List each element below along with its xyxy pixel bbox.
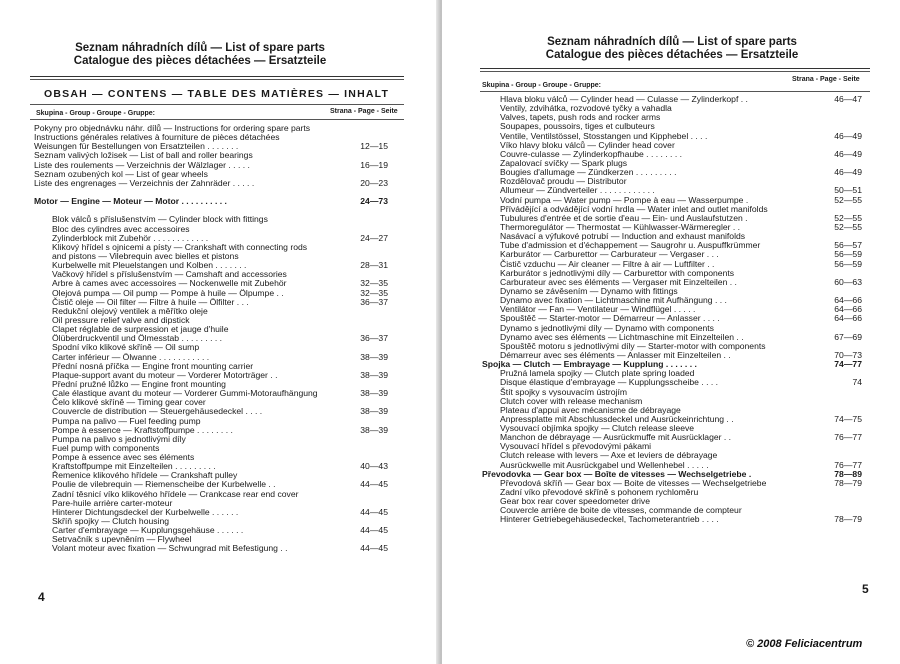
- toc-entry-text: Pumpa na palivo — Fuel feeding pump: [52, 415, 201, 426]
- toc-entry-text: Allumeur — Zündverteiler . . . . . . . . . . . .: [500, 185, 655, 196]
- toc-entry-text: Zylinderblock mit Zubehör . . . . . . . . . . . .: [52, 232, 209, 243]
- toc-entry-text: Ausrückwelle mit Ausrückgabel und Wellenhebel . . . . .: [500, 459, 709, 470]
- left-header-line-1: Seznam náhradních dílů — List of spare parts: [75, 42, 325, 54]
- left-contents-list: [34, 124, 388, 554]
- toc-entry-text: Valves, tapets, push rods and rocker arms: [500, 112, 661, 123]
- toc-entry-text: Spojka — Clutch — Embrayage — Kupplung . . . . . . .: [482, 359, 697, 370]
- toc-page-range: 32—35: [360, 278, 388, 289]
- toc-page-range: 46—49: [834, 167, 862, 178]
- toc-page-range: 24—73: [360, 196, 388, 207]
- contents-rule: [30, 104, 404, 105]
- toc-page-range: 44—45: [360, 543, 388, 554]
- toc-entry-text: Couvre-culasse — Zylinderkopfhaube . . . . . . . .: [500, 148, 682, 159]
- copyright-watermark: © 2008 Feliciacentrum: [746, 638, 863, 650]
- toc-entry-text: Nasávací a výfukové potrubí — Induction and exhaust manifolds: [500, 231, 746, 242]
- left-col-rule: [30, 119, 404, 120]
- group-heading-row: [34, 197, 388, 206]
- toc-entry-text: Bougies d'allumage — Zündkerzen . . . . . . . . .: [500, 167, 677, 178]
- toc-entry-text: Tube d'admission et d'échappement — Saugrohr u. Auspuffkrümmer: [500, 240, 761, 251]
- left-header: [60, 42, 340, 68]
- toc-page-range: 70—73: [834, 349, 862, 360]
- toc-page-range: 64—66: [834, 295, 862, 306]
- toc-entry-text: Vysouvací hřídel s převodovými pákami: [500, 441, 652, 452]
- toc-page-range: 40—43: [360, 461, 388, 472]
- toc-entry-text: Gear box rear cover speedometer drive: [500, 496, 650, 507]
- toc-entry-text: Manchon de débrayage — Ausrückmuffe mit Ausrücklager . .: [500, 432, 732, 443]
- toc-page-range: 56—57: [834, 240, 862, 251]
- right-header-rule: [480, 68, 870, 69]
- toc-entry-text: Poulie de vilebrequin — Riemenscheibe der Kurbelwelle . .: [52, 479, 276, 490]
- toc-entry-text: Řemenice klikového hřídele — Crankshaft pulley: [52, 470, 238, 481]
- toc-entry-text: Přední nosná příčka — Engine front mounting carrier: [52, 360, 254, 371]
- toc-entry-text: Seznam valivých ložisek — List of ball and roller bearings: [34, 150, 253, 161]
- toc-page-range: 78—79: [834, 514, 862, 525]
- toc-page-range: 76—77: [834, 432, 862, 443]
- toc-entry-text: Ventily, zdvihátka, rozvodové tyčky a vahadla: [500, 103, 672, 114]
- toc-entry-text: Klikový hřídel s ojnicemi a písty — Crankshaft with connecting rods: [52, 241, 308, 252]
- toc-entry-text: Fuel pump with components: [52, 442, 160, 453]
- toc-page-range: 32—35: [360, 287, 388, 298]
- toc-entry-text: Čistič vzduchu — Air cleaner — Filtre à air — Luftfilter . .: [500, 258, 715, 269]
- right-col-rule: [480, 91, 870, 92]
- toc-page-range: 20—23: [360, 177, 388, 188]
- right-header-rule-thin: [480, 71, 870, 72]
- toc-page-range: 44—45: [360, 525, 388, 536]
- toc-page-range: 78—79: [834, 477, 862, 488]
- toc-entry-text: Karburátor — Carburettor — Carburateur — Vergaser . . .: [500, 249, 719, 260]
- toc-entry-text: Dynamo avec ses éléments — Lichtmaschine mit Einzelteilen . .: [500, 331, 744, 342]
- toc-entry-text: Cale élastique avant du moteur — Vorderer Gummi-Motoraufhängung: [52, 388, 318, 399]
- toc-entry-text: Štít spojky s vysouvacím ústrojím: [500, 386, 628, 397]
- toc-entry-text: Vodní pumpa — Water pump — Pompe à eau — Wasserpumpe .: [500, 194, 749, 205]
- toc-row: [482, 515, 862, 524]
- left-header-rule-thin: [30, 79, 404, 80]
- toc-page-range: 74—77: [834, 359, 862, 370]
- right-header-line-2: Catalogue des pièces détachées — Ersatzteile: [545, 49, 799, 61]
- toc-entry-text: Víko hlavy bloku válců — Cylinder head cover: [500, 139, 675, 150]
- toc-entry-text: Setrvačník s upevněním — Flywheel: [52, 534, 192, 545]
- toc-page-range: 56—59: [834, 249, 862, 260]
- toc-page-range: 67—69: [834, 331, 862, 342]
- toc-entry-text: Pompe à essence — Kraftstoffpumpe . . . . . . . .: [52, 424, 233, 435]
- right-header: [522, 36, 822, 62]
- toc-entry-text: Soupapes, poussoirs, tiges et culbuteurs: [500, 121, 655, 132]
- toc-entry-text: Čelo klikové skříně — Timing gear cover: [52, 397, 206, 408]
- toc-entry-text: Pare-huile arrière carter-moteur: [52, 497, 173, 508]
- toc-page-range: 56—59: [834, 258, 862, 269]
- toc-entry-text: Clutch release with levers — Axe et leviers de débrayage: [500, 450, 718, 461]
- toc-entry-text: Motor — Engine — Moteur — Motor . . . . . . . . . .: [34, 196, 227, 207]
- toc-entry-text: Tubulures d'entrée et de sortie d'eau — Ein- und Auslaufstutzen .: [500, 212, 748, 223]
- left-header-line-2: Catalogue des pièces détachées — Ersatzteile: [73, 55, 327, 67]
- toc-entry-text: Plaque-support avant du moteur — Vorderer Motorträger . .: [52, 369, 278, 380]
- toc-page-range: 76—77: [834, 459, 862, 470]
- toc-page-range: 50—51: [834, 185, 862, 196]
- toc-entry-text: Přívádějící a odvádějící vodní hrdla — Water inlet and outlet manifolds: [500, 203, 768, 214]
- toc-page-range: 36—37: [360, 296, 388, 307]
- toc-page-range: 52—55: [834, 194, 862, 205]
- toc-entry-text: Couvercle de distribution — Steuergehäusedeckel . . . .: [52, 406, 263, 417]
- toc-entry-text: Hlava bloku válců — Cylinder head — Culasse — Zylinderkopf . .: [500, 94, 748, 104]
- toc-page-range: 38—39: [360, 424, 388, 435]
- toc-page-range: 44—45: [360, 506, 388, 517]
- toc-entry-text: Pokyny pro objednávku náhr. dílů — Instructions for ordering spare parts: [34, 123, 311, 133]
- toc-entry-text: Seznam ozubených kol — List of gear wheels: [34, 168, 208, 179]
- toc-entry-text: Liste des engrenages — Verzeichnis der Zahnräder . . . . .: [34, 177, 255, 188]
- toc-page-range: 16—19: [360, 159, 388, 170]
- toc-entry-text: Clutch cover with release mechanism: [500, 395, 643, 406]
- toc-entry-text: Čistič oleje — Oil filter — Filtre à huile — Ölfilter . . .: [52, 296, 249, 307]
- toc-page-range: 64—66: [834, 304, 862, 315]
- toc-entry-text: Disque élastique d'embrayage — Kupplungsscheibe . . . .: [500, 377, 719, 388]
- right-contents-list: [482, 95, 862, 525]
- left-col-page: Strana - Page - Seite: [330, 108, 398, 115]
- toc-entry-text: Skříň spojky — Clutch housing: [52, 516, 170, 527]
- toc-page-range: 44—45: [360, 479, 388, 490]
- toc-entry-text: Kraftstoffpumpe mit Einzelteilen . . . . . . . . .: [52, 461, 216, 472]
- toc-entry-text: Zapalovací svíčky — Spark plugs: [500, 157, 628, 168]
- toc-entry-text: Hinterer Dichtungsdeckel der Kurbelwelle . . . . . .: [52, 506, 239, 517]
- toc-entry-text: Clapet réglable de surpression et jauge d'huile: [52, 324, 229, 335]
- toc-entry-text: Oil pressure relief valve and dipstick: [52, 314, 190, 325]
- toc-page-range: 64—66: [834, 313, 862, 324]
- toc-entry-text: Přední pružné lůžko — Engine front mounting: [52, 378, 226, 389]
- right-page-number: 5: [862, 582, 869, 596]
- toc-entry-text: Pumpa na palivo s jednotlivými díly: [52, 433, 186, 444]
- toc-entry-text: Volant moteur avec fixation — Schwungrad mit Befestigung . .: [52, 543, 288, 554]
- contents-title: OBSAH — CONTENS — TABLE DES MATIÈRES — INHALT: [44, 88, 390, 100]
- right-header-line-1: Seznam náhradních dílů — List of spare parts: [547, 36, 797, 48]
- toc-page-range: 74—75: [834, 413, 862, 424]
- toc-entry-text: Převodová skříň — Gear box — Boite de vitesses — Wechselgetriebe: [500, 477, 767, 488]
- toc-page-range: 36—37: [360, 333, 388, 344]
- toc-row: [34, 179, 388, 188]
- toc-entry-text: Olejová pumpa — Oil pump — Pompe à huile — Ölpumpe . .: [52, 287, 284, 298]
- toc-entry-text: Weisungen für Bestellungen von Ersatzteilen . . . . . . .: [34, 141, 239, 152]
- toc-entry-text: Liste des roulements — Verzeichnis der Wälzlager . . . . .: [34, 159, 250, 170]
- toc-page-range: 38—39: [360, 406, 388, 417]
- left-col-group: Skupina - Group - Groupe - Gruppe:: [36, 110, 155, 117]
- toc-page-range: 60—63: [834, 276, 862, 287]
- toc-entry-text: Démarreur avec ses éléments — Anlasser mit Einzelteilen . .: [500, 349, 731, 360]
- toc-entry-text: Arbre à cames avec accessoires — Nockenwelle mit Zubehör: [52, 278, 287, 289]
- toc-page-range: 52—55: [834, 221, 862, 232]
- toc-entry-text: Thermoregulátor — Thermostat — Kühlwasser-Wärmeregler . .: [500, 221, 741, 232]
- toc-entry-text: Pružná lamela spojky — Clutch plate spring loaded: [500, 368, 695, 379]
- left-page-number: 4: [38, 590, 45, 604]
- toc-entry-text: Kurbelwelle mit Pleuelstangen und Kolben . . . . . . .: [52, 260, 247, 271]
- toc-page-range: 46—47: [834, 94, 862, 104]
- toc-entry-text: and pistons — Vilebrequin avec bielles et pistons: [52, 250, 239, 261]
- toc-entry-text: Ventile, Ventilstössel, Stosstangen und Kipphebel . . . .: [500, 130, 708, 141]
- toc-entry-text: Ölüberdruckventil und Ölmesstab . . . . . . . . .: [52, 333, 223, 344]
- toc-entry-text: Zadní těsnicí víko klikového hřídele — Crankcase rear end cover: [52, 488, 299, 499]
- toc-entry-text: Couvercle arrière de boite de vitesses, commande de compteur: [500, 505, 742, 516]
- left-page: [0, 0, 440, 664]
- toc-page-range: 24—27: [360, 232, 388, 243]
- toc-entry-text: Zadní víko převodové skříně s pohonem rychloměru: [500, 487, 699, 498]
- toc-entry-text: Blok válců s příslušenstvím — Cylinder block with fittings: [52, 214, 268, 225]
- toc-entry-text: Redukční olejový ventilek a měřítko oleje: [52, 305, 208, 316]
- right-col-group: Skupina - Group - Groupe - Gruppe:: [482, 82, 601, 89]
- toc-entry-text: Bloc des cylindres avec accessoires: [52, 223, 190, 234]
- toc-entry-text: Hinterer Getriebegehäusedeckel, Tachometerantrieb . . . .: [500, 514, 719, 525]
- toc-entry-text: Anpressplatte mit Abschlussdeckel und Ausrückeinrichtung . .: [500, 413, 734, 424]
- toc-page-range: 38—39: [360, 369, 388, 380]
- toc-page-range: 38—39: [360, 351, 388, 362]
- toc-page-range: 28—31: [360, 260, 388, 271]
- toc-entry-text: Dynamo avec fixation — Lichtmaschine mit Aufhängung . . .: [500, 295, 727, 306]
- toc-entry-text: Rozdělovač proudu — Distributor: [500, 176, 627, 187]
- toc-page-range: 38—39: [360, 388, 388, 399]
- toc-row: [34, 544, 388, 553]
- toc-entry-text: Ventilátor — Fan — Ventilateur — Windflügel . . . . .: [500, 304, 696, 315]
- toc-entry-text: Dynamo s jednotlivými díly — Dynamo with components: [500, 322, 714, 333]
- toc-entry-text: Vysouvací objímka spojky — Clutch release sleeve: [500, 423, 695, 434]
- toc-entry-text: Spouštěč motoru s jednotlivými díly — Starter-motor with components: [500, 340, 766, 351]
- toc-entry-text: Vačkový hřídel s příslušenstvím — Camshaft and accessories: [52, 269, 287, 280]
- toc-entry-text: Carter d'embrayage — Kupplungsgehäuse . . . . . .: [52, 525, 244, 536]
- toc-entry-text: Instructions générales relatives à fourniture de pièces détachées: [34, 132, 280, 143]
- toc-page-range: 78—89: [834, 468, 862, 479]
- toc-entry-text: Spodní víko klikové skříně — Oil sump: [52, 342, 200, 353]
- toc-entry-text: Pompe à essence avec ses éléments: [52, 452, 195, 463]
- toc-page-range: 12—15: [360, 141, 388, 152]
- toc-page-range: 74: [852, 377, 862, 388]
- right-col-page: Strana - Page - Seite: [792, 76, 860, 83]
- toc-page-range: 46—49: [834, 130, 862, 141]
- toc-entry-text: Spouštěč — Starter-motor — Démarreur — Anlasser . . . .: [500, 313, 720, 324]
- right-page: [442, 0, 900, 664]
- toc-entry-text: Plateau d'appui avec mécanisme de débrayage: [500, 404, 681, 415]
- toc-entry-text: Karburátor s jednotlivými díly — Carburettor with components: [500, 267, 735, 278]
- toc-entry-text: Carter inférieur — Ölwanne . . . . . . . . . . .: [52, 351, 210, 362]
- left-header-rule: [30, 76, 404, 77]
- toc-entry-text: Dynamo se závěsením — Dynamo with fittings: [500, 285, 678, 296]
- toc-page-range: 46—49: [834, 148, 862, 159]
- toc-entry-text: Převodovka — Gear box — Boîte de vitesses — Wechselgetriebe .: [482, 468, 752, 479]
- toc-entry-text: Carburateur avec ses éléments — Vergaser mit Einzelteilen . .: [500, 276, 737, 287]
- toc-page-range: 52—55: [834, 212, 862, 223]
